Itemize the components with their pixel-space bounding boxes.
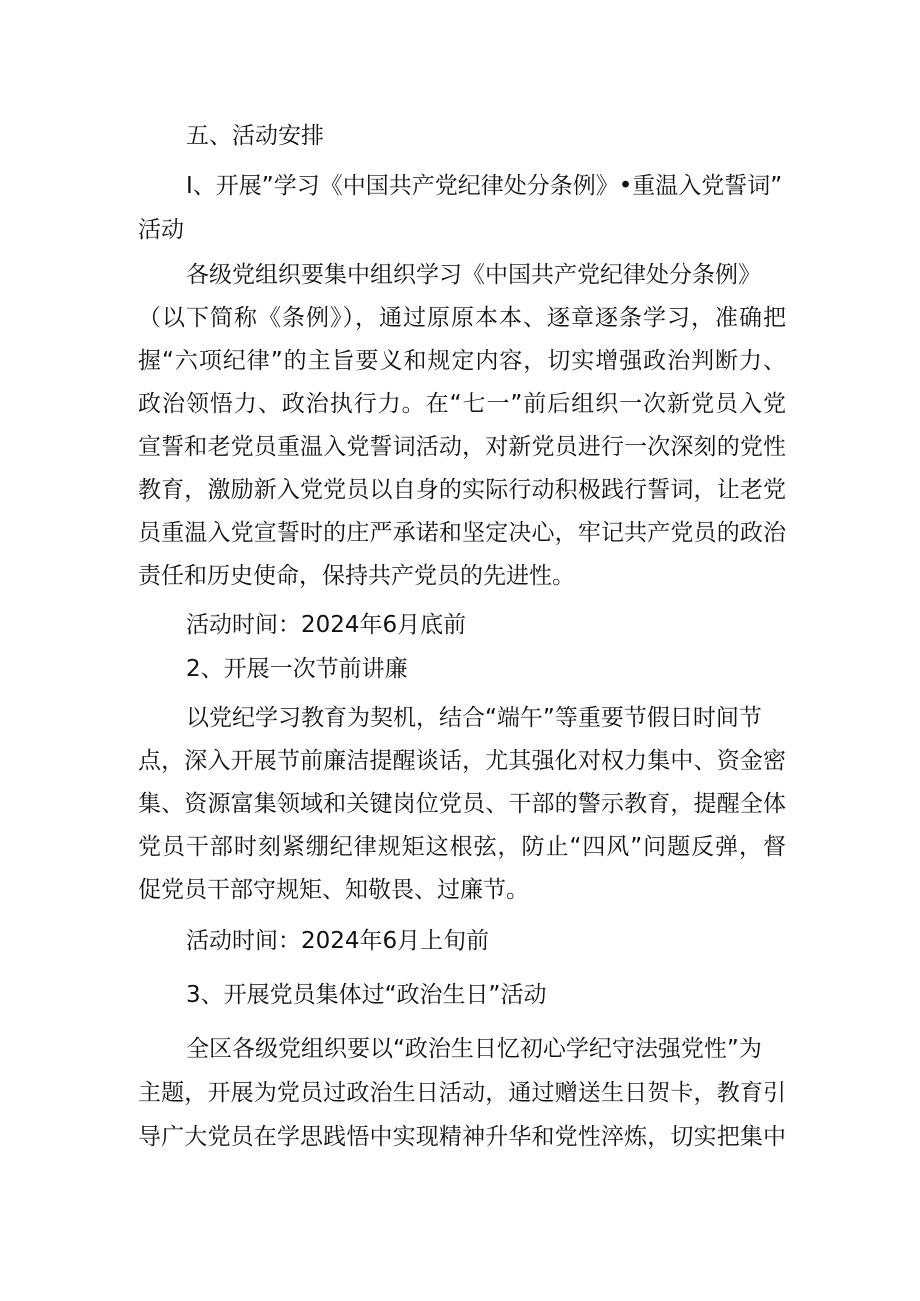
item1-title-line1: I、开展”学习《中国共产党纪律处分条例》•重温入党誓词”: [186, 173, 783, 199]
item1-paragraph-line: 教育，激励新入党党员以自身的实际行动积极践行誓词，让老党: [138, 477, 786, 503]
item3-title: 3、开展党员集体过“政治生日”活动: [186, 982, 547, 1008]
item2-activity-time: 活动时间：2024年6月上旬前: [186, 928, 490, 954]
item1-paragraph-line: 握“六项纪律”的主旨要义和规定内容，切实增强政治判断力、: [138, 348, 786, 374]
item3-paragraph-line: 全区各级党组织要以“政治生日忆初心学纪守法强党性”为: [186, 1036, 762, 1062]
section-heading: 五、活动安排: [186, 123, 324, 149]
item3-paragraph-line: 主题，开展为党员过政治生日活动，通过赠送生日贺卡，教育引: [138, 1080, 786, 1106]
item2-title: 2、开展一次节前讲廉: [186, 656, 408, 682]
item2-paragraph-line: 以党纪学习教育为契机，结合“端午”等重要节假日时间节: [186, 705, 762, 731]
item1-paragraph-line: 员重温入党宣誓时的庄严承诺和坚定决心，牢记共产党员的政治: [138, 520, 786, 546]
item1-title-line2: 活动: [138, 217, 184, 243]
item2-paragraph-line: 党员干部时刻紧绷纪律规矩这根弦，防止“四风”问题反弹，督: [138, 834, 786, 860]
item1-paragraph-line: 各级党组织要集中组织学习《中国共产党纪律处分条例》: [186, 262, 761, 288]
item2-paragraph-line: 点，深入开展节前廉洁提醒谈话，尤其强化对权力集中、资金密: [138, 748, 786, 774]
item1-activity-time: 活动时间：2024年6月底前: [186, 612, 467, 638]
item1-paragraph-line: 责任和历史使命，保持共产党员的先进性。: [138, 563, 575, 589]
item3-paragraph-line: 导广大党员在学思践悟中实现精神升华和党性淬炼，切实把集中: [138, 1124, 786, 1150]
item2-paragraph-line: 集、资源富集领域和关键岗位党员、干部的警示教育，提醒全体: [138, 791, 786, 817]
item1-paragraph-line: （以下简称《条例》），通过原原本本、逐章逐条学习，准确把: [138, 305, 786, 331]
item1-paragraph-line: 宣誓和老党员重温入党誓词活动，对新党员进行一次深刻的党性: [138, 434, 786, 460]
item1-paragraph-line: 政治领悟力、政治执行力。在“七一”前后组织一次新党员入党: [138, 391, 786, 417]
item2-paragraph-line: 促党员干部守规矩、知敬畏、过廉节。: [138, 877, 529, 903]
